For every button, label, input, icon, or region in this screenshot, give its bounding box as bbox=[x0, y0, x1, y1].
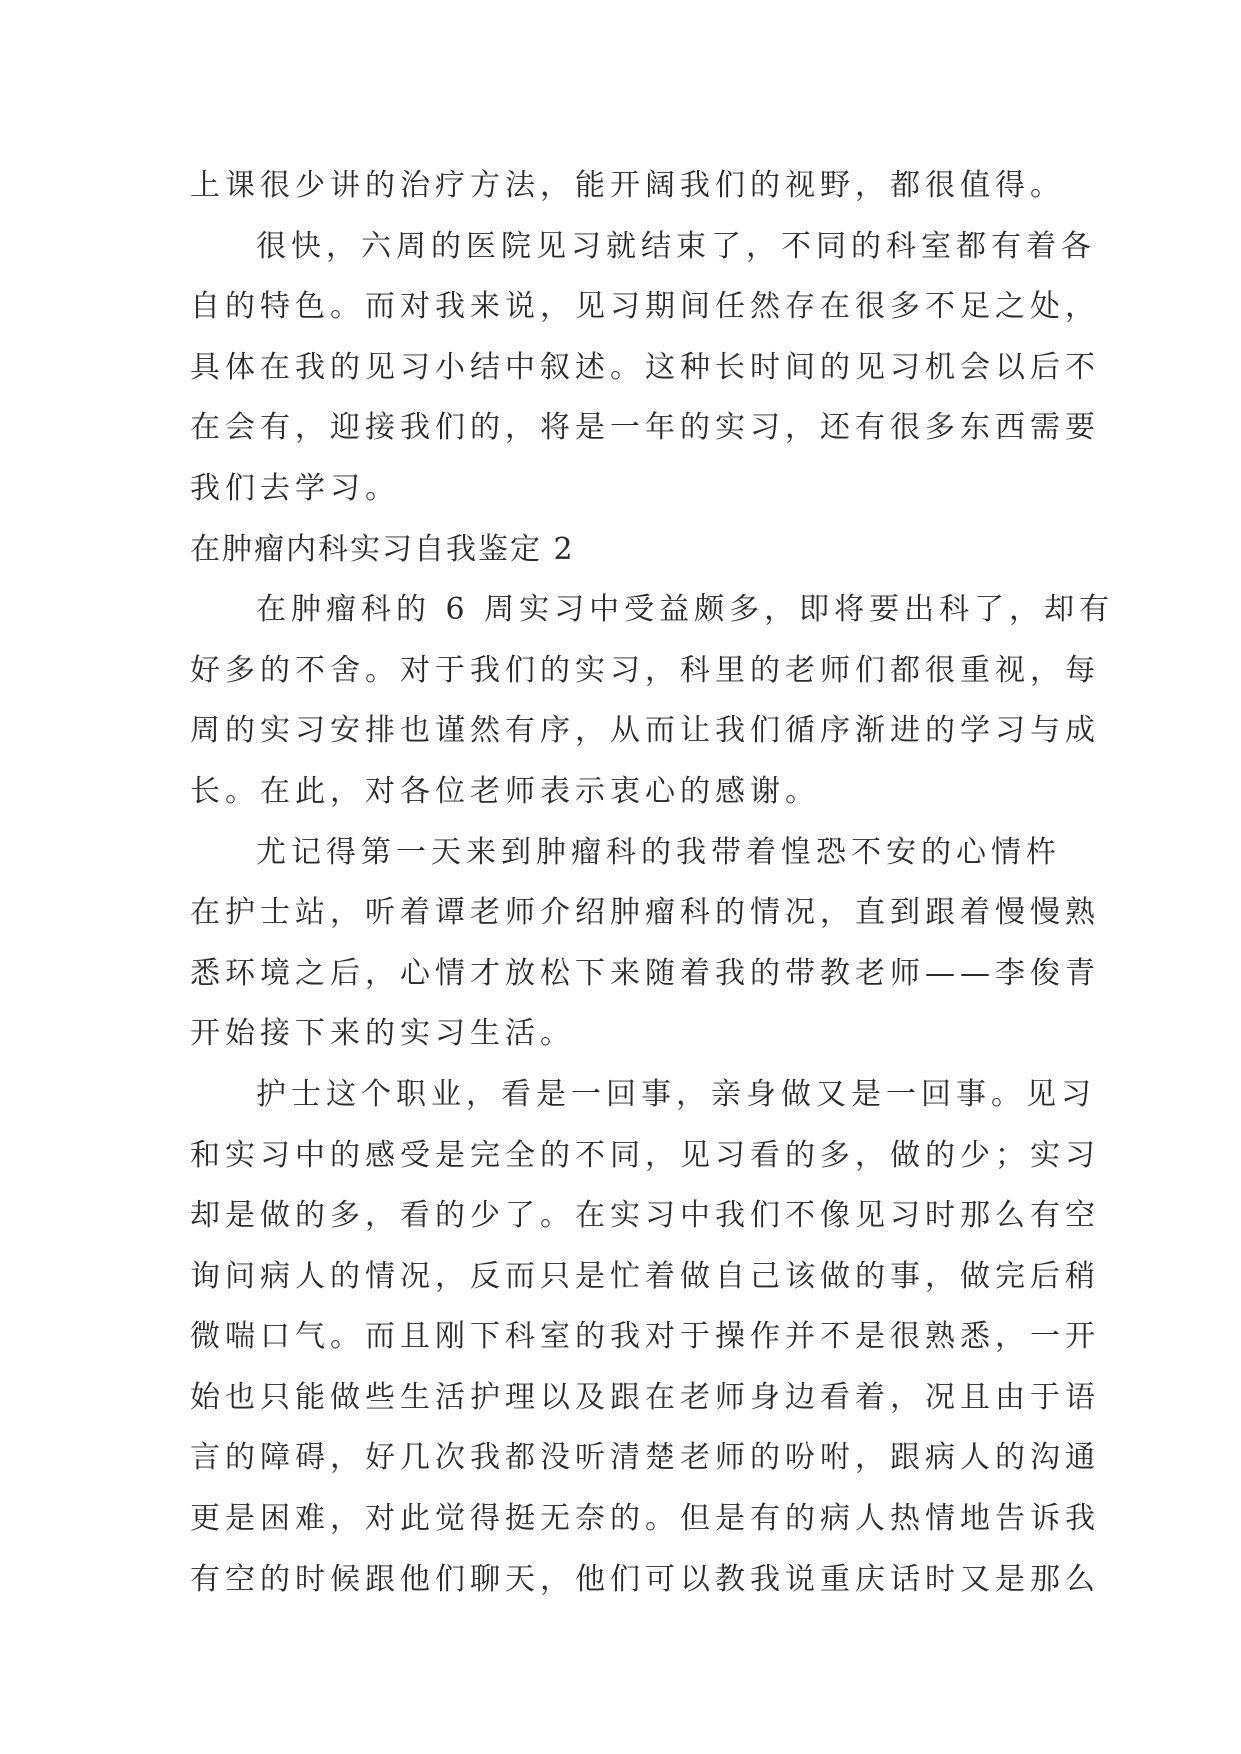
body-line: 在会有，迎接我们的，将是一年的实习，还有很多东西需要 bbox=[190, 410, 1100, 446]
body-line: 具体在我的见习小结中叙述。这种长时间的见习机会以后不 bbox=[190, 349, 1100, 385]
body-line: 自的特色。而对我来说，见习期间任然存在很多不足之处， bbox=[190, 289, 1100, 325]
section-heading: 在肿瘤内科实习自我鉴定 2 bbox=[190, 531, 575, 567]
body-line: 在护士站，听着谭老师介绍肿瘤科的情况，直到跟着慢慢熟 bbox=[190, 895, 1100, 931]
body-line: 在肿瘤科的 6 周实习中受益颇多，即将要出科了，却有 bbox=[256, 592, 1115, 628]
body-line: 悉环境之后，心情才放松下来随着我的带教老师——李俊青 bbox=[190, 955, 1100, 991]
body-line: 我们去学习。 bbox=[190, 470, 400, 506]
body-line: 尤记得第一天来到肿瘤科的我带着惶恐不安的心情杵 bbox=[256, 834, 1061, 870]
body-line: 却是做的多，看的少了。在实习中我们不像见习时那么有空 bbox=[190, 1198, 1100, 1234]
body-line: 周的实习安排也谨然有序，从而让我们循序渐进的学习与成 bbox=[190, 713, 1100, 749]
body-line: 询问病人的情况，反而只是忙着做自己该做的事，做完后稍 bbox=[190, 1258, 1100, 1294]
body-line: 长。在此，对各位老师表示衷心的感谢。 bbox=[190, 773, 820, 809]
body-line: 开始接下来的实习生活。 bbox=[190, 1016, 575, 1052]
body-line: 好多的不舍。对于我们的实习，科里的老师们都很重视，每 bbox=[190, 652, 1100, 688]
body-line: 微喘口气。而且刚下科室的我对于操作并不是很熟悉，一开 bbox=[190, 1319, 1100, 1355]
document-body bbox=[190, 156, 1115, 1610]
body-line: 始也只能做些生活护理以及跟在老师身边看着，况且由于语 bbox=[190, 1379, 1100, 1415]
body-line: 很快，六周的医院见习就结束了，不同的科室都有着各 bbox=[256, 228, 1096, 264]
body-line: 护士这个职业，看是一回事，亲身做又是一回事。见习 bbox=[256, 1076, 1096, 1112]
body-line: 言的障碍，好几次我都没听清楚老师的吩咐，跟病人的沟通 bbox=[190, 1440, 1100, 1476]
body-line: 和实习中的感受是完全的不同，见习看的多，做的少；实习 bbox=[190, 1137, 1100, 1173]
body-line: 有空的时候跟他们聊天，他们可以教我说重庆话时又是那么 bbox=[190, 1561, 1100, 1597]
body-line: 上课很少讲的治疗方法，能开阔我们的视野，都很值得。 bbox=[190, 168, 1065, 203]
body-line: 更是困难，对此觉得挺无奈的。但是有的病人热情地告诉我 bbox=[190, 1501, 1100, 1537]
